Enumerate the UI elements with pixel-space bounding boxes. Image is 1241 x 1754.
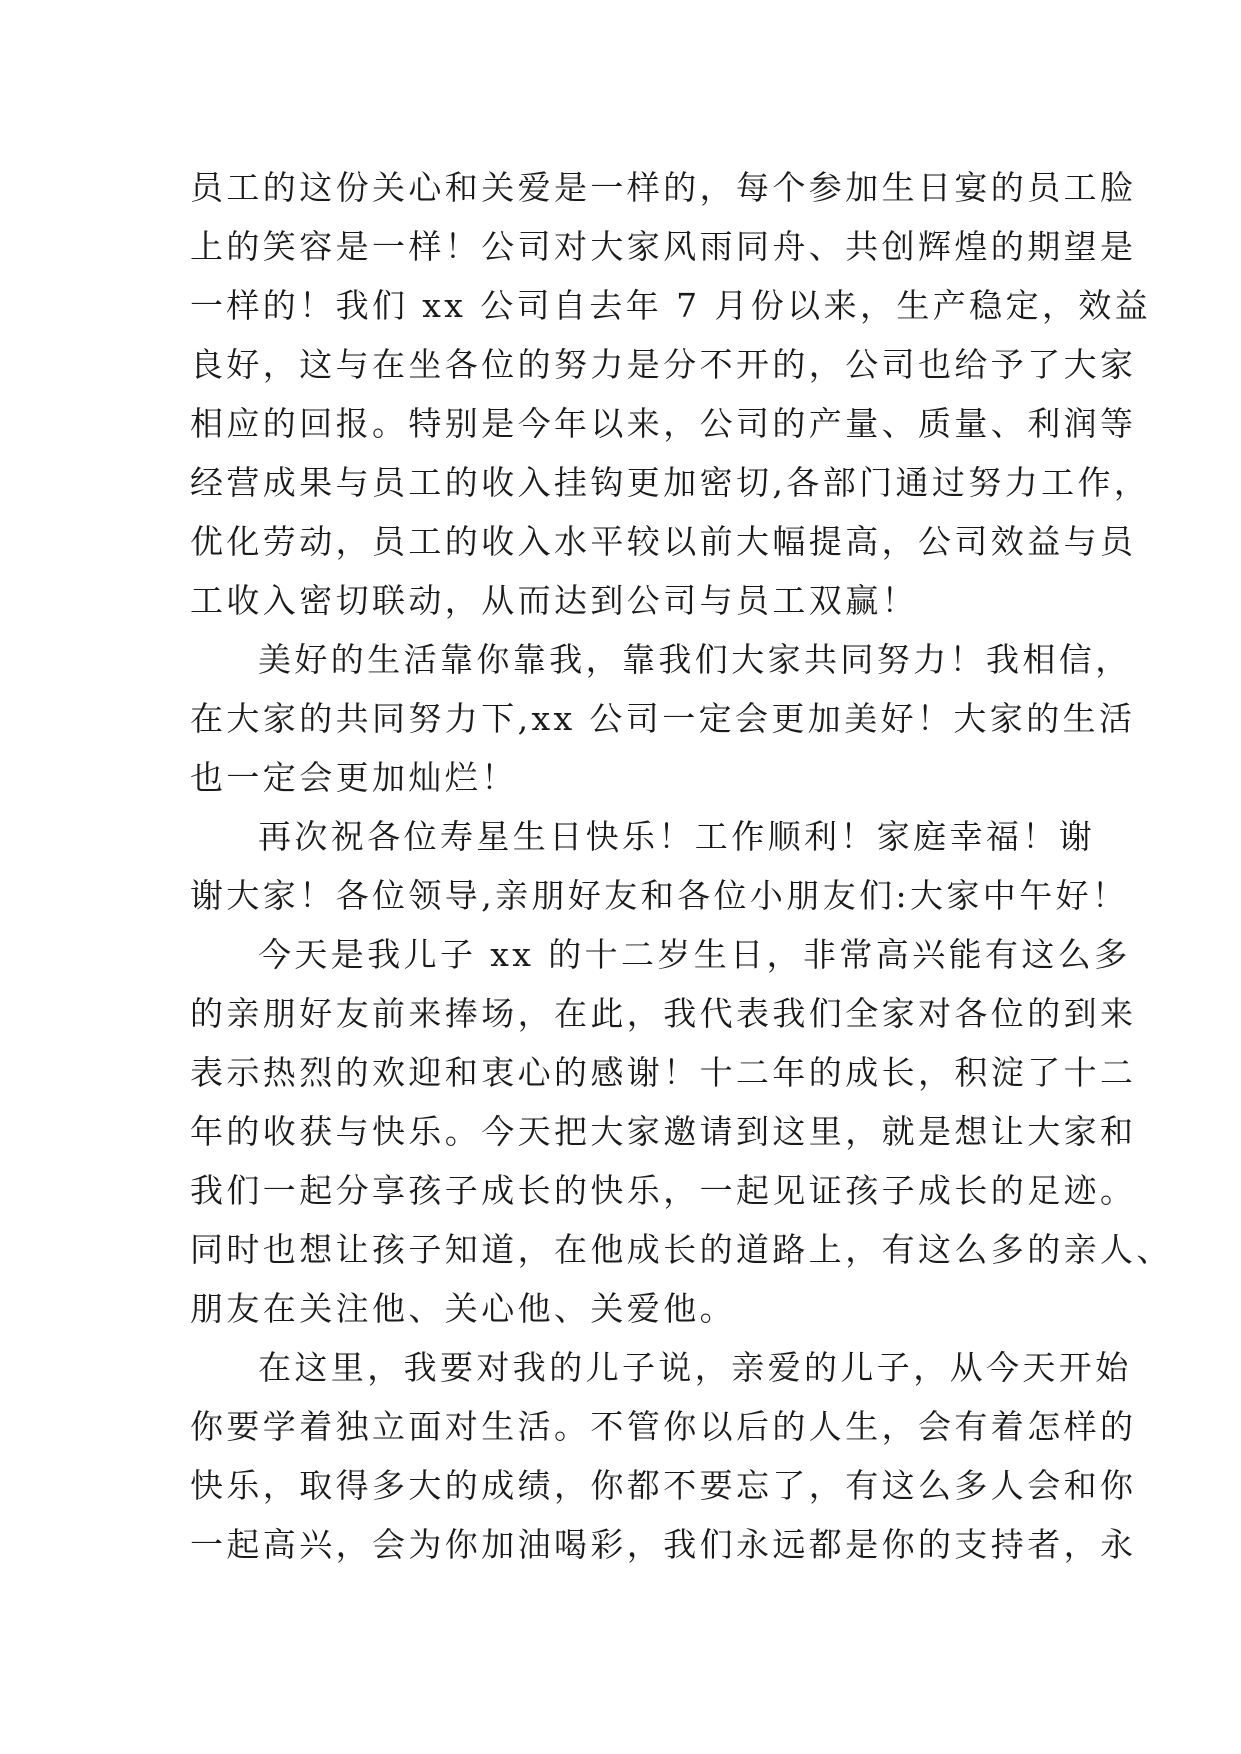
text-line: 年的收获与快乐。今天把大家邀请到这里，就是想让大家和	[190, 1112, 1137, 1151]
text-line: 在这里，我要对我的儿子说，亲爱的儿子，从今天开始	[258, 1348, 1132, 1387]
text-line: 一样的！我们 xx 公司自去年 7 月份以来，生产稳定，效益	[190, 286, 1152, 325]
paragraph	[190, 1338, 1137, 1574]
text-line: 同时也想让孩子知道，在他成长的道路上，有这么多的亲人、	[190, 1230, 1173, 1269]
text-line: 的亲朋好友前来捧场，在此，我代表我们全家对各位的到来	[190, 994, 1137, 1033]
text-line: 我们一起分享孩子成长的快乐，一起见证孩子成长的足迹。	[190, 1171, 1137, 1210]
text-line: 一起高兴，会为你加油喝彩，我们永远都是你的支持者，永	[190, 1525, 1137, 1564]
paragraph	[190, 158, 1152, 630]
text-line: 表示热烈的欢迎和衷心的感谢！十二年的成长，积淀了十二	[190, 1053, 1137, 1092]
text-line: 快乐，取得多大的成绩，你都不要忘了，有这么多人会和你	[190, 1466, 1137, 1505]
text-line: 良好，这与在坐各位的努力是分不开的，公司也给予了大家	[190, 345, 1137, 384]
paragraph	[190, 807, 1129, 925]
text-line: 你要学着独立面对生活。不管你以后的人生，会有着怎样的	[190, 1407, 1137, 1446]
text-line: 朋友在关注他、关心他、关爱他。	[190, 1289, 736, 1328]
text-line: 在大家的共同努力下,xx 公司一定会更加美好！大家的生活	[190, 699, 1136, 738]
text-line: 员工的这份关心和关爱是一样的，每个参加生日宴的员工脸	[190, 168, 1137, 207]
text-line: 上的笑容是一样！公司对大家风雨同舟、共创辉煌的期望是	[190, 227, 1137, 266]
text-line: 工收入密切联动，从而达到公司与员工双赢！	[190, 581, 918, 620]
text-line: 经营成果与员工的收入挂钩更加密切,各部门通过努力工作，	[190, 463, 1151, 502]
paragraph	[190, 630, 1136, 807]
document-page	[190, 158, 1173, 1574]
text-line: 谢大家！各位领导,亲朋好友和各位小朋友们:大家中午好！	[190, 876, 1129, 915]
text-line: 也一定会更加灿烂！	[190, 758, 518, 797]
text-line: 再次祝各位寿星生日快乐！工作顺利！家庭幸福！谢	[258, 817, 1096, 856]
paragraph	[190, 925, 1173, 1338]
text-line: 美好的生活靠你靠我，靠我们大家共同努力！我相信，	[258, 640, 1132, 679]
text-line: 优化劳动，员工的收入水平较以前大幅提高，公司效益与员	[190, 522, 1137, 561]
text-line: 相应的回报。特别是今年以来，公司的产量、质量、利润等	[190, 404, 1137, 443]
text-line: 今天是我儿子 xx 的十二岁生日，非常高兴能有这么多	[258, 935, 1131, 974]
